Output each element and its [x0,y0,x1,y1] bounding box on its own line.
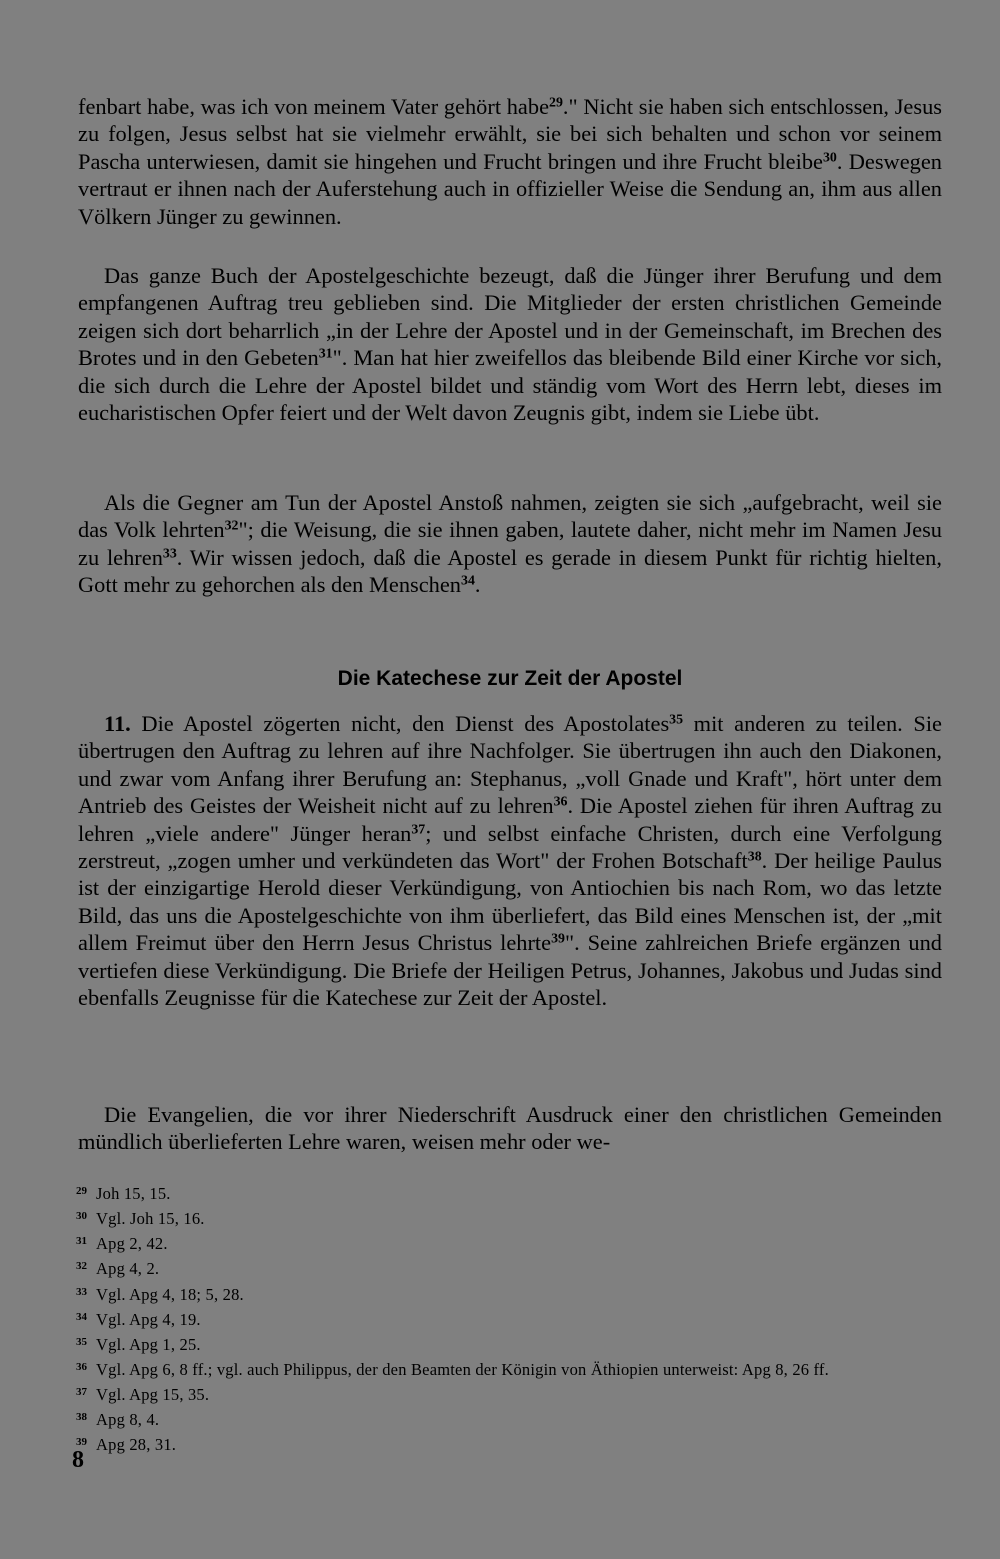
footnote-text: Vgl. Apg 4, 18; 5, 28. [96,1284,244,1304]
page-number: 8 [72,1447,84,1473]
footnote-number: 34 [76,1310,87,1323]
footnote-item [76,1281,942,1306]
footnote-number: 32 [76,1260,87,1273]
footnote-ref: 30 [822,150,837,166]
footnote-item [76,1230,942,1255]
text-run: ." Nicht sie haben sich entschlossen, Jesus zu folgen, Jesus selbst hat sie vielmehr erwählt, sie bei sich behalten und schon vor seinem Pascha unterwiesen, damit sie hingehen und Frucht bringen und ihre Frucht bleibe [78,94,942,174]
footnote-ref: 35 [669,712,684,728]
footnote-number: 38 [76,1411,87,1424]
paragraph-text [78,93,942,230]
footnote-number: 29 [76,1185,87,1197]
footnote-number: 31 [76,1235,87,1248]
footnote-number: 35 [76,1335,87,1348]
text-run: . [474,572,481,598]
footnote-ref: 29 [549,95,563,111]
footnote-text: Vgl. Apg 4, 19. [96,1309,201,1329]
footnote-item [76,1255,942,1280]
footnote-text: Joh 15, 15. [96,1183,171,1203]
footnote-text: Vgl. Apg 1, 25. [96,1334,201,1354]
footnote-ref: 36 [553,794,568,810]
paragraph-text [78,1101,942,1156]
text-run: "; die Weisung, die sie ihnen gaben, lautete daher, nicht mehr im Namen Jesu zu lehren [78,517,942,570]
text-run: Das ganze Buch der Apostelgeschichte bezeugt, daß die Jünger ihrer Berufung und dem empfangenen Auftrag treu geblieben sind. Die Mitglieder der ersten christlichen Gemeinde zeigen sich dort beharrlich „in der Lehre der Apostel und in der Gemeinschaft, im Brechen des Brotes und in den Gebeten [78,263,942,371]
footnote-text: Apg 8, 4. [96,1410,160,1430]
paragraph-number: 11. [104,711,131,736]
footnote-ref: 31 [318,346,333,362]
paragraph-2 [78,262,942,426]
footnote-number: 39 [76,1436,87,1449]
text-run: fenbart habe, was ich von meinem Vater gehört habe [78,94,550,119]
footnote-item [76,1306,942,1331]
section-heading: Die Katechese zur Zeit der Apostel [337,667,683,690]
footnote-text: Apg 28, 31. [96,1435,177,1455]
paragraph-11 [78,710,942,1011]
footnote-text: Vgl. Joh 15, 16. [96,1209,205,1229]
text-run: . Deswegen vertraut er ihnen nach der Auferstehung auch in offizieller Weise die Sendung an, ihm aus allen Völkern Jünger zu gewinnen. [78,148,942,229]
footnote-number: 30 [76,1210,87,1223]
footnote-item [76,1180,942,1205]
paragraph-text [78,489,942,599]
footnotes-list [76,1180,942,1457]
footnote-item [76,1331,942,1356]
text-run: ". Man hat hier zweifellos das bleibende Bild einer Kirche vor sich, die sich durch die Lehre der Apostel bildet und ständig vom Wort des Herrn lebt, dieses im eucharistischen Opfer feiert und der Welt davon Zeugnis gibt, indem sie Liebe übt. [78,345,943,426]
paragraph-3 [78,489,942,599]
footnote-number: 36 [76,1360,87,1373]
paragraph-text [78,710,942,1011]
footnote-ref: 38 [747,849,762,865]
footnote-text: Vgl. Apg 15, 35. [96,1385,210,1405]
footnote-text: Apg 4, 2. [96,1259,160,1279]
footnote-ref: 33 [162,546,177,562]
text-run: Die Evangelien, die vor ihrer Niederschrift Ausdruck einer den christlichen Gemeinden mündlich überlieferten Lehre waren, weisen mehr oder we- [78,1102,942,1155]
text-run: Als die Gegner am Tun der Apostel Anstoß nahmen, zeigten sie sich „aufgebracht, weil sie das Volk lehrten [78,490,942,543]
text-run: mit anderen zu teilen. Sie übertrugen den Auftrag zu lehren auf ihre Nachfolger. Sie übertrugen ihn auch den Diakonen, und zwar vom Anfang ihrer Berufung an: Stephanus, „voll Gnade und Kraft", hört unter dem Antrieb des Geistes der Weisheit nicht auf zu lehren [78,711,942,819]
text-run: . Der heilige Paulus ist der einzigartige Herold dieser Verkündigung, von Antiochien bis nach Rom, wo das letzte Bild, das uns die Apostelgeschichte von ihm überliefert, das Bild eines Menschen ist, der „mit allem Freimut über den Herrn Jesus Christus lehrte [78,848,942,956]
footnote-item [76,1431,942,1456]
text-run: ; und selbst einfache Christen, durch eine Verfolgung zerstreut, „zogen umher und verkündeten das Wort" der Frohen Botschaft [78,820,942,874]
text-run: . Wir wissen jedoch, daß die Apostel es gerade in diesem Punkt für richtig hielten, Gott mehr zu gehorchen als den Menschen [78,544,942,598]
footnote-item [76,1406,942,1431]
footnote-number: 37 [76,1386,87,1399]
footnote-item [76,1205,942,1230]
paragraph-12 [78,1101,942,1156]
footnote-number: 33 [76,1285,87,1298]
footnote-ref: 34 [461,573,475,589]
footnote-ref: 37 [411,822,426,837]
paragraph-text [78,262,942,426]
text-run: ". Seine zahlreichen Briefe ergänzen und vertiefen diese Verkündigung. Die Briefe der Heiligen Petrus, Johannes, Jakobus und Judas sind ebenfalls Zeugnisse für die Katechese zur Zeit der Apostel. [78,930,942,1011]
text-run: . Die Apostel ziehen für ihren Auftrag zu lehren „viele andere" Jünger heran [78,793,942,846]
text-run: Die Apostel zögerten nicht, den Dienst des Apostolates [130,711,670,736]
footnote-ref: 39 [551,931,565,947]
paragraph-body [78,711,942,1010]
footnote-item [76,1356,942,1381]
paragraph-1 [78,93,942,230]
footnote-text: Vgl. Apg 6, 8 ff.; vgl. auch Philippus, der den Beamten der Königin von Äthiopien unterweist: Apg 8, 26 ff. [96,1359,829,1379]
footnote-item [76,1381,942,1406]
footnote-text: Apg 2, 42. [96,1234,168,1254]
footnote-ref: 32 [224,518,239,534]
